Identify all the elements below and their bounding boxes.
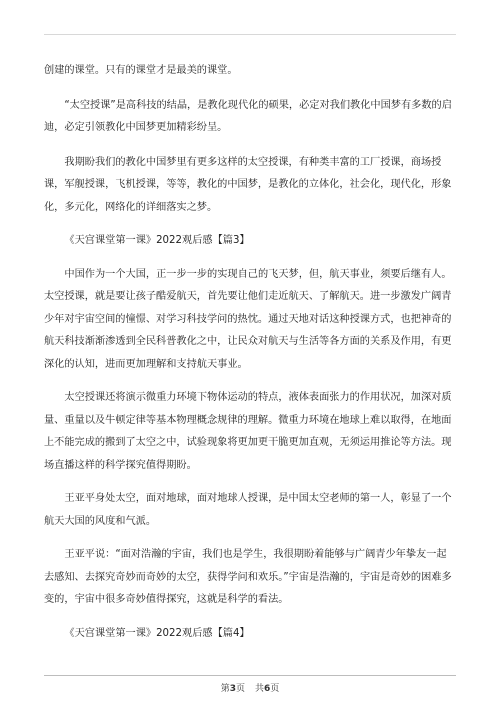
section-heading-part4: 《天宫课堂第一课》2022观后感【篇4】 [64, 627, 250, 639]
paragraph-wang-yaping: 王亚平身处太空，面对地球，面对地球人授课，是中国太空老师的第一人，彰显了一个航天大国的风度和气派。 [44, 493, 452, 527]
footer-page-prefix: 第 [220, 684, 230, 694]
paragraph-expectation: 我期盼我们的教化中国梦里有更多这样的太空授课，有种类丰富的工厂授课，商场授课，军舰授课，飞机授课，等等，教化的中国梦，是教化的立体化，社会化，现代化，形象化，多元化，网络化的详细落实之梦。 [44, 156, 452, 213]
footer-page-mid: 页 [235, 684, 245, 694]
footer-rule [44, 675, 456, 676]
footer-page-current: 3 [229, 684, 236, 694]
footer-total-suffix: 页 [270, 684, 280, 694]
footer-page-total: 6 [264, 684, 271, 694]
paragraph-quote: 王亚平说：“面对浩瀚的宇宙，我们也是学生，我很期盼着能够与广阔青少年挚友一起去感知、去探究奇妙而奇妙的太空，获得学问和欢乐。”宇宙是浩瀚的，宇宙是奇妙的困难多变的，宇宙中很多奇妙值得探究，这就是科学的看法。 [44, 549, 452, 605]
page-footer [0, 681, 500, 694]
paragraph-microgravity: 太空授课还将演示微重力环境下物体运动的特点，液体表面张力的作用状况，加深对质量、重量以及牛顿定律等基本物理概念规律的理解。微重力环境在地球上难以取得，在地面上不能完成的搬到了太空之中，试验现象将更加更干脆更加直观，无须运用推论等方法。现场直播这样的科学探究值得期盼。 [44, 392, 452, 471]
section-heading-part3: 《天宫课堂第一课》2022观后感【篇3】 [64, 235, 250, 246]
paragraph-space-lesson: “太空授课”是高科技的结晶，是教化现代化的硕果，必定对我们教化中国梦有多数的启迪，必定引领教化中国梦更加精彩纷呈。 [44, 99, 452, 133]
paragraph-aerospace-dream: 中国作为一个大国，正一步一步的实现自己的飞天梦，但，航天事业，须要后继有人。太空授课，就是要让孩子酷爱航天，首先要让他们走近航天、了解航天。进一步激发广阔青少年对宇宙空间的憧憬、对学习科技学问的热忱。通过天地对话这种授课方式，也把神奇的航天科技渐渐渗透到全民科普教化之中，让民众对航天与生活等各方面的关系及作用，有更深化的认知，进而更加理解和支持航天事业。 [44, 268, 452, 370]
header-rule [44, 34, 456, 35]
paragraph-continuation: 创建的课堂。只有的课堂才是最美的课堂。 [44, 65, 238, 76]
document-body [44, 60, 456, 645]
footer-total-prefix: 共 [255, 684, 265, 694]
